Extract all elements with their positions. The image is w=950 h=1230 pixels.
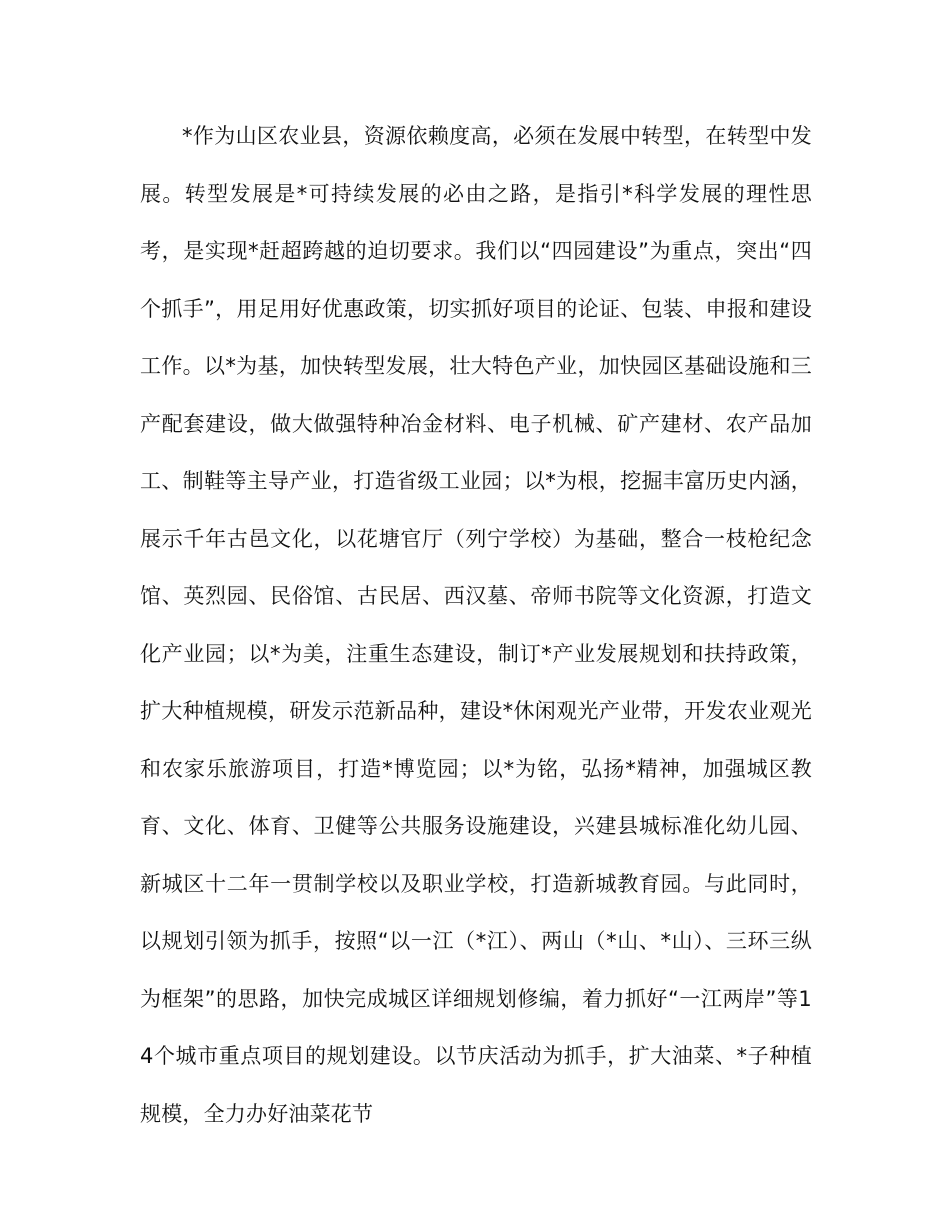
body-paragraph: *作为山区农业县，资源依赖度高，必须在发展中转型，在转型中发展。转型发展是*可持续发展的必由之路，是指引*科学发展的理性思考，是实现*赶超跨越的迫切要求。我们以“四园建设”为重点，突出“四个抓手”，用足用好优惠政策，切实抓好项目的论证、包装、申报和建设工作。以*为基，加快转型发展，壮大特色产业，加快园区基础设施和三产配套建设，做大做强特种冶金材料、电子机械、矿产建材、农产品加工、制鞋等主导产业，打造省级工业园；以*为根，挖掘丰富历史内涵，展示千年古邑文化，以花塘官厅（列宁学校）为基础，整合一枝枪纪念馆、英烈园、民俗馆、古民居、西汉墓、帝师书院等文化资源，打造文化产业园；以*为美，注重生态建设，制订*产业发展规划和扶持政策，扩大种植规模，研发示范新品种，建设*休闲观光产业带，开发农业观光和农家乐旅游项目，打造*博览园；以*为铭，弘扬*精神，加强城区教育、文化、体育、卫健等公共服务设施建设，兴建县城标准化幼儿园、新城区十二年一贯制学校以及职业学校，打造新城教育园。与此同时，以规划引领为抓手，按照“以一江（*江）、两山（*山、*山）、三环三纵为框架”的思路，加快完成城区详细规划修编，着力抓好“一江两岸”等14个城市重点项目的规划建设。以节庆活动为抓手，扩大油菜、*子种植规模，全力办好油菜花节 <box>140 124 812 1126</box>
